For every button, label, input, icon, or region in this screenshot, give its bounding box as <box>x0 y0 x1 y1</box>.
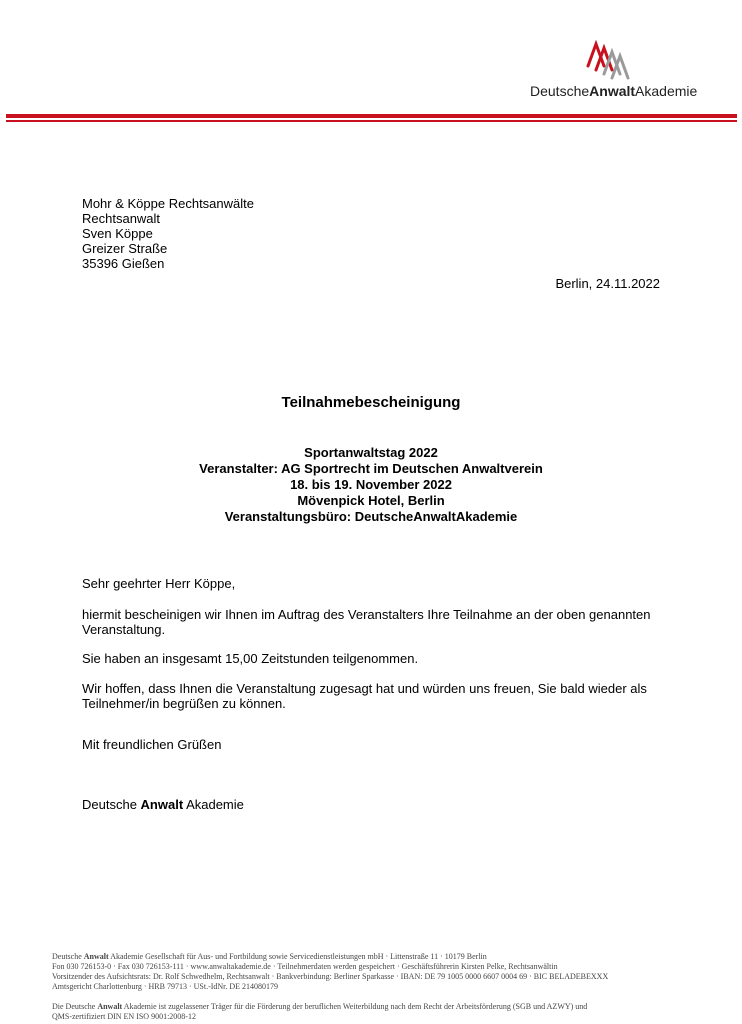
signature <box>82 797 244 812</box>
footer-line <box>52 1002 692 1012</box>
footer-text: Deutsche <box>52 952 84 961</box>
address-line: Greizer Straße <box>82 241 168 256</box>
body-paragraph-3: Wir hoffen, dass Ihnen die Veranstaltung zugesagt hat und würden uns freuen, Sie bald wieder als Teilnehmer/in begrüßen zu können. <box>82 681 647 711</box>
footer-text: Die Deutsche <box>52 1002 98 1011</box>
logo-text-part1: Deutsche <box>530 83 590 99</box>
event-venue: Mövenpick Hotel, Berlin <box>297 493 445 508</box>
footer-text: Akademie ist zugelassener Träger für die Förderung der beruflichen Weiterbildung nach dem Recht der Arbeitsförderung (SGB und AZWY) und <box>122 1002 588 1011</box>
letter-date: Berlin, 24.11.2022 <box>555 276 660 291</box>
signature-part1: Deutsche <box>82 797 141 812</box>
signature-part2: Anwalt <box>140 797 184 812</box>
body-paragraph-2: Sie haben an insgesamt 15,00 Zeitstunden teilgenommen. <box>82 651 419 666</box>
footer-line: QMS-zertifiziert DIN EN ISO 9001:2008-12 <box>52 1012 196 1021</box>
address-line: Rechtsanwalt <box>82 211 161 226</box>
logo-text-part3: Akademie <box>635 83 698 99</box>
signature-part3: Akademie <box>183 797 244 812</box>
footer-text-bold: Anwalt <box>83 952 109 961</box>
footer-certification <box>52 1002 692 1022</box>
footer-line <box>52 952 692 962</box>
logo-wordmark <box>530 83 697 99</box>
footer-text-bold: Anwalt <box>97 1002 123 1011</box>
logo-text-part2: Anwalt <box>589 83 636 99</box>
address-line: Mohr & Köppe Rechtsanwälte <box>82 196 254 211</box>
recipient-address <box>82 196 254 271</box>
footer-line: Amtsgericht Charlottenburg · HRB 79713 · USt.-IdNr. DE 214080179 <box>52 982 279 991</box>
header-rule-thin <box>6 120 737 122</box>
footer-text: Akademie Gesellschaft für Aus- und Fortbildung sowie Servicedienstleistungen mbH · Littenstraße 11 · 10179 Berlin <box>108 952 487 961</box>
footer-company-info <box>52 952 692 992</box>
logo-mark-icon <box>586 36 632 80</box>
header-rule-thick <box>6 114 737 118</box>
event-office: Veranstaltungsbüro: DeutscheAnwaltAkademie <box>224 509 518 524</box>
event-details <box>0 445 742 525</box>
event-organizer: Veranstalter: AG Sportrecht im Deutschen Anwaltverein <box>199 461 543 476</box>
body-paragraph-1: hiermit bescheinigen wir Ihnen im Auftrag des Veranstalters Ihre Teilnahme an der oben genannten Veranstaltung. <box>82 607 651 637</box>
salutation: Sehr geehrter Herr Köppe, <box>82 576 236 591</box>
closing: Mit freundlichen Grüßen <box>82 737 222 752</box>
address-line: Sven Köppe <box>82 226 153 241</box>
address-line: 35396 Gießen <box>82 256 165 271</box>
event-name: Sportanwaltstag 2022 <box>304 445 438 460</box>
footer-line: Fon 030 726153-0 · Fax 030 726153-111 · www.anwaltakademie.de · Teilnehmerdaten werden gespeichert · Geschäftsführerin Kirsten Pelke, Rechtsanwältin <box>52 962 558 971</box>
footer-line: Vorsitzender des Aufsichtsrats: Dr. Rolf Schwedhelm, Rechtsanwalt · Bankverbindung: Berliner Sparkasse · IBAN: DE 79 1005 0000 6607 0004 69 · BIC BELADEBEXXX <box>52 972 609 981</box>
event-dates: 18. bis 19. November 2022 <box>290 477 452 492</box>
document-title: Teilnahmebescheinigung <box>281 394 461 411</box>
